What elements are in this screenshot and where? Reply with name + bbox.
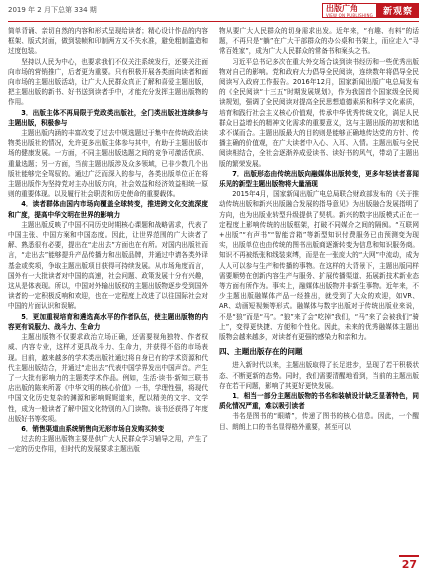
magazine-name: 出版广角 <box>325 3 358 13</box>
paragraph: 2015年4月，国家新闻出版广电总局联合财政部发布的《关于推动传统出版和新兴出版融合发展的指导意见》为出版融合发展指明了方向，也为出版业转型升级提供了契机。新兴的数字出版模式正在一定程度上影响传统的出版框架，打破不同媒介之间的隔阂。“互联网+出版”“有声书”“智能音箱”等新型知识付费服务已由预测变为现实，出版单位也由传统的图书出版商逐渐转变为信息和知识服务商。知识不再被纸张和线装束缚，而是在一张庞大的“大网”中流动，成为人人可以参与生产和传播的事物。在这样的大背景下，主题出版同样需要顺势在创新内容生产与服务、扩展传播渠道、拓展新技术新业态等方面有所作为。事实上，融媒体出版物并非新生事物。近年来，不少主题出版融媒体产品一经推出，就受到了大众的欢迎，如VR、AR、动画短视频等形式。融媒体与数字出版对于传统出版业来说，不是“狼”而是“马”。“狼”来了会“吃掉”我们，“马”来了会被我们“骑上”，变得更快捷、方便和个性化。因此，未来的优秀融媒体主题出版物会越来越多，对读者有更强的感染力和亲和力。 <box>219 190 419 342</box>
section-tag: 新观察 <box>377 3 419 18</box>
subheading: 5．更加重视培育和遴选高水平的作者队伍，使主题出版物的内容更有说服力、战斗力、生命力 <box>8 312 208 331</box>
header-rule <box>8 21 419 22</box>
subheading: 3．出版主体不再局限于党政类出版社，全门类出版社连续参与主题出版，积极参与 <box>8 108 208 127</box>
section-heading: 四、主题出版存在的问题 <box>219 347 303 357</box>
paragraph: 简单背诵、亲切自然的内容和形式呈现给读者；精心设计作品的内容框架、版式封面，做到装帧和印制两方又不失水准，避免粗制滥造和过度包装。 <box>8 27 208 56</box>
right-column <box>219 26 419 556</box>
subheading: 7．出版形态由传统出版向融媒体出版转变，更多年轻读者喜闻乐见的新型主题出版物将大量涌现 <box>219 169 419 189</box>
magazine-subtitle: VIEW ON PUBLISHING <box>325 12 373 18</box>
paragraph: 过去的主题出版物主要是供广大人民群众学习辅导之用，产生了一定的历史作用，但时代的发展要求主题出版 <box>8 435 208 454</box>
subheading: 1．相当一部分主题出版物的书名和装帧设计缺乏显著特色，同质化情况严重，难以吸引读者 <box>219 391 419 411</box>
paragraph: 主题出版物不仅要求政治立场正确，还需要视角独特、作者权威、内容专业，这样才更具战斗力、生命力，并获得不俗的市场表现。目前，越来越多的学术类出版社通过将自身已有的学术资源和代代主题出版结合，并通过“走出去”代表中国学界发出中国声音。产生了一大批有影响力的主题类学术作品。例如，生活·读书·新知三联书店出版的陈来所著《中华文明的核心价值》一书，学理性强，将现代中国文化历史复杂的渊源和影响娓娓道来，配以精美的文字、文学性，成为一般读者了解中国文化特别的入门读物。该书还获得了年度出版好书等奖项。 <box>8 333 208 423</box>
paragraph: 主题出版反映了中国不同历史时期核心课题和战略需求，代表了中国主张、中国方案和中国态度。因此，让世界范围的广大读者了解、熟悉很有必要，提出在“走出去”方面也在有所。对国内出版社而言，“走出去”能够提升产品传播力和出版品牌，并通过中请各类外译基金或奖项，争取主题出版项目获得可持续发展。从市场角度而言，国外有一大批读者对中国的高速，社会问题、政策发展十分有兴趣，这从是体表现。所以，中国对外输出版权的主题出版物逐步受到国外读者的一定积极反响和欢迎，也在一定程度上改进了以往国际社会对中国的片面认识和误解。 <box>8 220 208 311</box>
subheading: 4．读者群体由国内市场向覆盖全球转变，推进跨文化交流深度和广度，提高中华文明在世界的影响力 <box>8 200 208 219</box>
subheading: 6．销售渠道由系统销售向无形市场自发购买转变 <box>21 424 165 433</box>
paragraph: 物从要广大人民群众的切身需求出发。近年来，“有趣、有料”的话题，不再只是“躺”在广大干部群众的办公桌和书架上，而应走入“寻常百姓家”，成为广大人民群众的常备书和案头之书。 <box>219 27 419 56</box>
magazine-logo <box>322 3 377 18</box>
paragraph: 习近平总书记多次在重大外交场合谈到读书经历和一些优秀出版物对自己的影响。党和政府大力倡导全民阅读，连续数年将倡导全民阅读写入政府工作报告。2016年12月，国家新闻出版广电总局发布的《全民阅读“十三五”时期发展规划》，作为我国首个国家级全民阅读规划，强调了全民阅读对提高全民思想道德素质和科学文化素质，培育和践行社会主义核心价值观，传承中华优秀传统文化，满足人民群众日益增长的精神文化需求的重要意义，这与主题出版的初衷和追求不谋而合。主题出版最大的目的则是能够正确地传达党的方针、传播主确的价值观，在广大读者中入心、入耳、入情。主题出版与全民阅读相结合，全社会逐渐养成爱读书、读好书的风气，带动了主题出版的繁荣发展。 <box>219 57 419 168</box>
paragraph: 坚持以人民为中心，也要求我们不仅关注系统发行，还要关注面向市场的营销推广，后者更为重要。只有积极开展各类面向读者和面向市场的主题出版活动，让广大人民群众真正了解和喜爱主题出版，把主题出版的新书、好书送到读者手中，才能充分发挥主题出版物的作用。 <box>8 57 208 107</box>
left-column <box>8 26 208 556</box>
brand-box <box>322 3 419 18</box>
paragraph: 书名是图书的“眼睛”，传递了图书的核心信息。因此，一个醒目、朗朗上口的书名显得格外重要，甚至可以 <box>219 412 419 431</box>
issue-label: 2019 年 2 月下总第 334 期 <box>8 6 97 14</box>
page-number: 27 <box>401 558 417 571</box>
paragraph: 主题出版内涵的丰富改变了过去中规选题过于集中在传统政治读物类出版社的情况，允许更多出版主体参与其中，有助于主题出版市场的健康发展。一方面，不同主题出版选题之间的竞争可激活优质、重量选题；另一方面，当前主题出版涉及众多领域，已非少数几个出版社能够完全驾驭的。通过广泛而深入的参与，各类出版单位正在将主题出版作为坚持党对主办出版方向，社会效益和经济效益相统一原则的重要体现。以及履行社会职责和历史使命的重要载体。 <box>8 129 208 199</box>
paragraph: 进入新时代以来，主题出版取得了长足进步，呈现了若干积极状态、不断更新的态势。同时，我们需要清醒地看到，当前的主题出版存在若干问题，影响了其更好更快发展。 <box>219 361 419 390</box>
page-number-bar <box>399 555 419 557</box>
page-header <box>0 0 427 20</box>
